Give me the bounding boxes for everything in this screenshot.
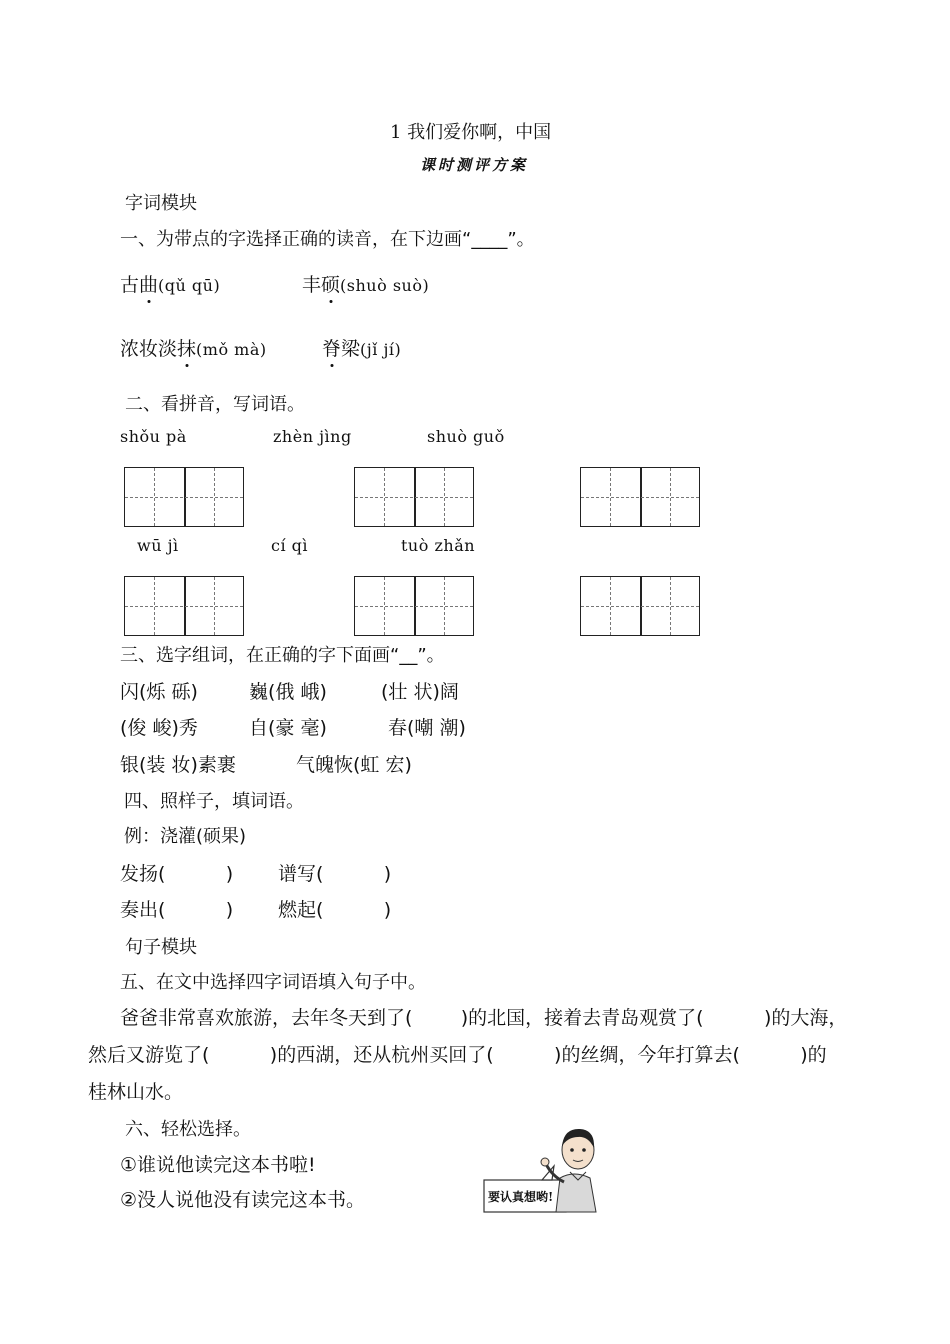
question-2-title: 二、看拼音，写词语。 [125,394,305,415]
pinyin-options: (qǔ qū) [158,276,221,295]
q1-item: 脊梁(jǐ jí) [322,334,401,361]
speech-bubble-text: 要认真想哟! [488,1190,554,1204]
section-heading-sentence: 句子模块 [125,937,197,958]
q3-item: (俊 峻)秀 [120,717,198,739]
fill-item[interactable]: 燃起( ) [278,899,392,921]
page-subtitle: 课时测评方案 [420,156,529,174]
fill-item[interactable]: 奏出( ) [120,899,234,921]
question-3-title: 三、选字组词，在正确的字下面画“__”。 [120,645,445,666]
q3-item: 银(装 妆)素裹 [120,754,236,776]
dotted-char: 硕 [321,270,340,297]
fill-item[interactable]: 发扬( ) [120,863,234,885]
q1-item: 古曲(qǔ qū) [120,270,220,297]
pinyin-label: zhèn jìng [273,427,352,446]
q3-item: 春(嘲 潮) [388,717,466,739]
choice-option[interactable]: ②没人说他没有读完这本书。 [120,1189,366,1211]
pinyin-label: cí qì [271,536,309,555]
question-4-title: 四、照样子，填词语。 [124,791,304,812]
q1-item: 浓妆淡抹(mǒ mà) [120,334,267,361]
pinyin-label: shǒu pà [120,427,187,446]
cartoon-illustration [482,1120,608,1216]
writing-grid[interactable] [124,467,244,527]
example-text: 例：浇灌(硕果) [124,826,247,847]
q3-item: (壮 状)阔 [381,681,459,703]
q3-item: 自(豪 毫) [249,717,327,739]
question-1-title: 一、为带点的字选择正确的读音，在下边画“____”。 [120,229,535,250]
pinyin-label: shuò guǒ [427,427,505,446]
writing-grid[interactable] [124,576,244,636]
writing-grid[interactable] [354,467,474,527]
pinyin-options: (jǐ jí) [360,340,402,359]
pinyin-options: (mǒ mà) [196,340,267,359]
section-heading-word: 字词模块 [125,193,197,214]
paragraph-line: 爸爸非常喜欢旅游，去年冬天到了( )的北国，接着去青岛观赏了( )的大海， [120,1007,848,1029]
pinyin-label: wū jì [137,536,179,555]
dotted-char: 抹 [177,334,196,361]
pinyin-options: (shuò suò) [340,276,430,295]
dotted-char: 曲 [139,270,158,297]
q1-item: 丰硕(shuò suò) [302,270,429,297]
dotted-char: 脊 [322,334,341,361]
q3-item: 巍(俄 峨) [249,681,327,703]
writing-grid[interactable] [354,576,474,636]
page-title: 1 我们爱你啊，中国 [390,122,552,143]
fill-item[interactable]: 谱写( ) [278,863,392,885]
question-6-title: 六、轻松选择。 [125,1119,251,1140]
writing-grid[interactable] [580,576,700,636]
q3-item: 气魄恢(虹 宏) [296,754,412,776]
q3-item: 闪(烁 砾) [120,681,198,703]
choice-option[interactable]: ①谁说他读完这本书啦! [120,1154,316,1176]
paragraph-line: 然后又游览了( )的西湖，还从杭州买回了( )的丝绸，今年打算去( )的 [88,1044,827,1066]
question-5-title: 五、在文中选择四字词语填入句子中。 [120,972,426,993]
writing-grid[interactable] [580,467,700,527]
paragraph-line: 桂林山水。 [88,1081,184,1103]
pinyin-label: tuò zhǎn [401,536,476,555]
